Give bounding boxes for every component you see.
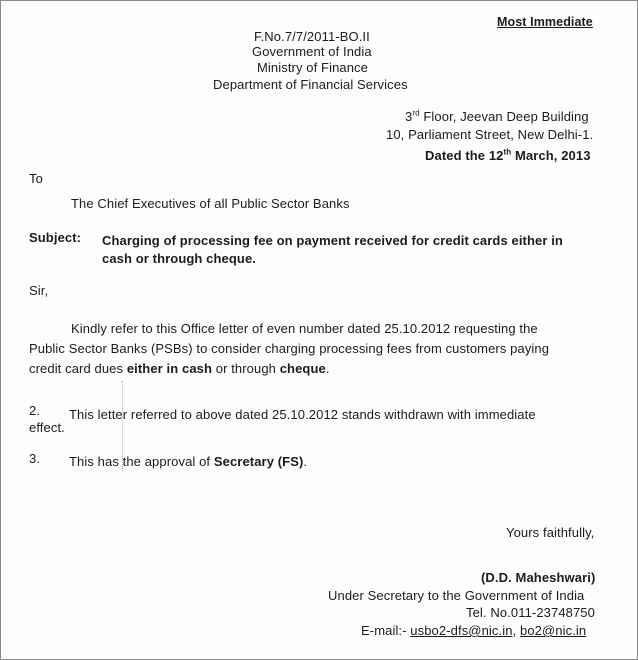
address-line-2: 10, Parliament Street, New Delhi-1. xyxy=(386,127,594,142)
paragraph-2-line-2: effect. xyxy=(29,420,65,435)
date-ordinal: th xyxy=(503,147,512,157)
email-label: E-mail:- xyxy=(361,623,411,638)
paragraph-1-line-3 xyxy=(29,361,330,377)
p1-text-a: credit card dues xyxy=(29,361,127,376)
signatory-email xyxy=(361,623,586,639)
salutation: Sir, xyxy=(29,283,49,298)
floor-number: 3 xyxy=(405,109,413,124)
file-number: F.No.7/7/2011-BO.II xyxy=(254,29,370,44)
department-name: Department of Financial Services xyxy=(213,77,408,92)
address-line-1 xyxy=(405,109,589,125)
email-link-bo2[interactable]: bo2@nic.in xyxy=(519,623,587,638)
paragraph-3-number: 3. xyxy=(29,451,41,466)
paragraph-1-line-1: Kindly refer to this Office letter of even number dated 25.10.2012 requesting the xyxy=(71,321,538,336)
ministry-name: Ministry of Finance xyxy=(257,60,368,75)
closing: Yours faithfully, xyxy=(506,525,595,540)
p3-text: This has the approval of xyxy=(69,454,214,469)
priority-label: Most Immediate xyxy=(497,15,593,29)
subject-label: Subject: xyxy=(29,230,82,245)
signatory-telephone: Tel. No.011-23748750 xyxy=(466,605,595,620)
date-prefix: Dated the 12 xyxy=(425,148,504,163)
subject-line-1: Charging of processing fee on payment received for credit cards either in xyxy=(102,233,563,248)
p1-text-b: or through xyxy=(212,361,280,376)
p1-emphasis-cash: either in cash xyxy=(126,361,213,376)
signatory-name: (D.D. Maheshwari) xyxy=(481,570,596,585)
paragraph-3 xyxy=(69,454,307,470)
p3-end: . xyxy=(303,454,308,469)
p1-emphasis-cheque: cheque xyxy=(279,361,326,376)
p1-text-c: . xyxy=(325,361,330,376)
paragraph-2-line-1: This letter referred to above dated 25.10.2012 stands withdrawn with immediate xyxy=(69,407,536,422)
p3-secretary: Secretary (FS) xyxy=(213,454,304,469)
subject-line-2: cash or through cheque. xyxy=(102,251,256,266)
email-separator: , xyxy=(512,623,520,638)
government-name: Government of India xyxy=(252,44,372,59)
date-suffix: March, 2013 xyxy=(511,148,591,163)
email-link-usbo2[interactable]: usbo2-dfs@nic.in xyxy=(410,623,513,638)
paragraph-1-line-2: Public Sector Banks (PSBs) to consider charging processing fees from customers paying xyxy=(29,341,550,356)
building-name: Floor, Jeevan Deep Building xyxy=(419,109,589,124)
to-label: To xyxy=(29,171,43,186)
paragraph-2-number: 2. xyxy=(29,403,41,418)
floor-ordinal: rd xyxy=(412,108,420,118)
letter-date xyxy=(425,148,591,164)
recipient: The Chief Executives of all Public Sector Banks xyxy=(71,196,350,211)
signatory-designation: Under Secretary to the Government of India xyxy=(328,588,585,603)
